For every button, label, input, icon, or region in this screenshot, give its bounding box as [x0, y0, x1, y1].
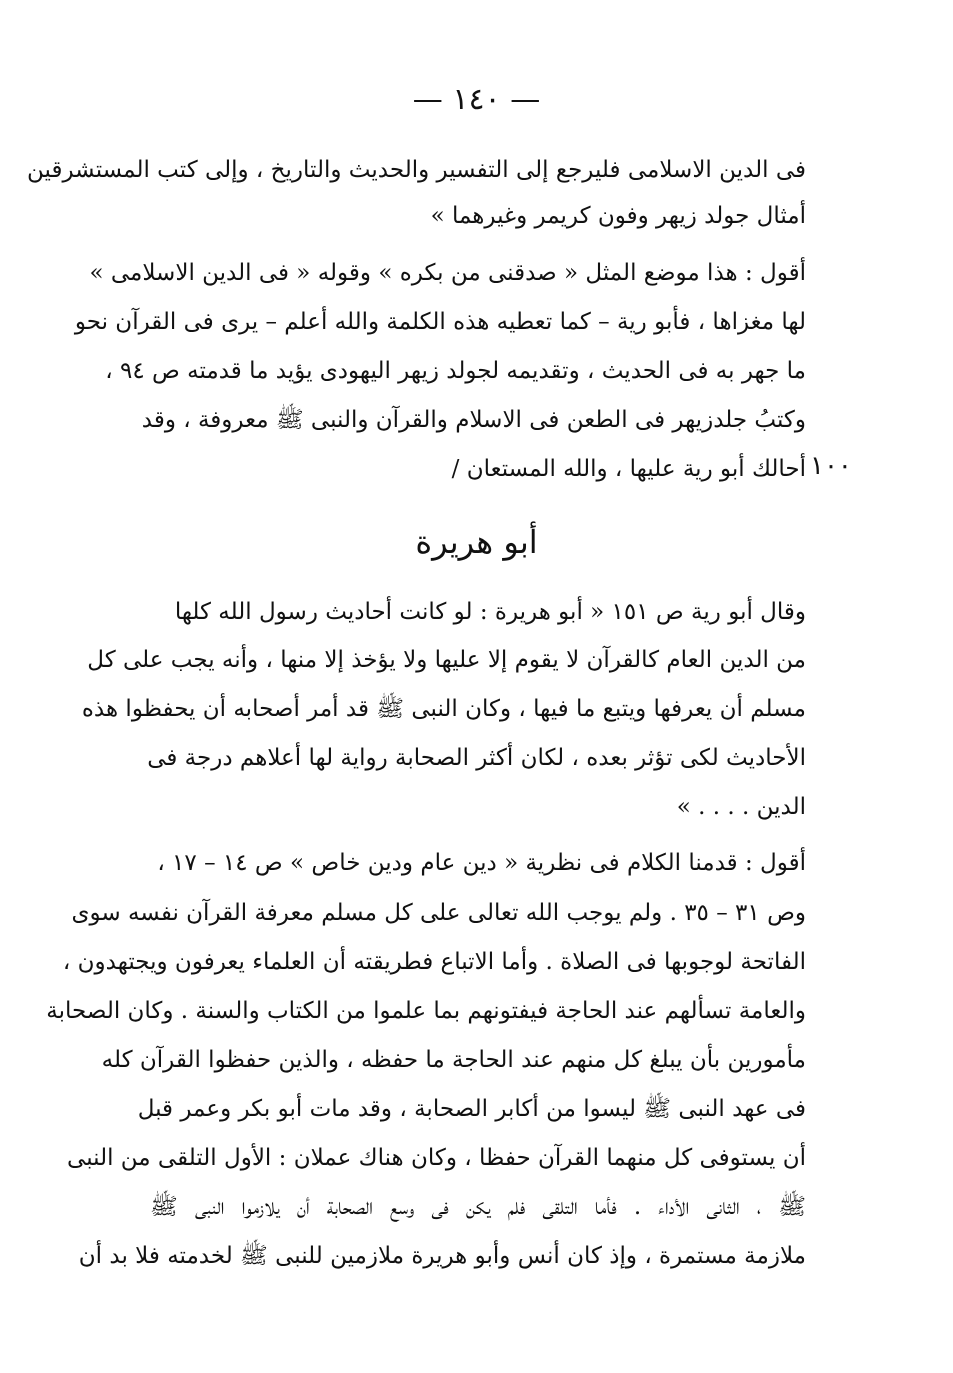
- text-line: ملازمة مستمرة ، وإذ كان أنس وأبو هريرة ملازمين للنبى ﷺ لخدمته فلا بد أن: [78, 1243, 806, 1269]
- text-line: الدين . . . . »: [676, 794, 806, 820]
- text-line: الأحاديث لكى تؤثر بعده ، لكان أكثر الصحابة رواية لها أعلاهم درجة فى: [147, 745, 806, 771]
- text-line: الفاتحة لوجوبها فى الصلاة . وأما الاتباع فطريقته أن العلماء يعرفون ويجتهدون ،: [62, 949, 806, 975]
- text-line: أقول : قدمنا الكلام فى نظرية « دين عام ودين خاص » ص ١٤ – ١٧ ،: [157, 850, 806, 876]
- text-line: أحالك أبو رية عليها ، والله المستعان /: [451, 456, 806, 482]
- text-line: لها مغزاها ، فأبو رية – كما تعطيه هذه الكلمة والله أعلم – يرى فى القرآن نحو: [74, 309, 806, 335]
- text-line: فى عهد النبى ﷺ ليسوا من أكابر الصحابة ، وقد مات أبو بكر وعمر قبل: [137, 1096, 806, 1122]
- text-line: مأمورين بأن يبلغ كل منهم عند الحاجة ما حفظه ، والذين حفظوا القرآن كله: [101, 1047, 806, 1073]
- text-line: وقال أبو رية ص ١٥١ « أبو هريرة : لو كانت أحاديث رسول الله كلها: [174, 599, 806, 625]
- text-line: ما جهر به فى الحديث ، وتقديمه لجولد زيهر اليهودى يؤيد ما قدمته ص ٩٤ ،: [105, 358, 806, 384]
- text-line: فى الدين الاسلامى فليرجع إلى التفسير والحديث والتاريخ ، وإلى كتب المستشرقين: [27, 157, 806, 183]
- text-line: أقول : هذا موضع المثل « صدقنى من بكره » وقوله « فى الدين الاسلامى »: [89, 260, 806, 286]
- margin-number: ١٠٠: [810, 451, 852, 481]
- text-line: أمثال جولد زيهر وفون كريمر وغيرهما »: [430, 203, 806, 229]
- text-line: وكتبُ جلدزيهر فى الطعن فى الاسلام والقرآن والنبى ﷺ معروفة ، وقد: [141, 407, 806, 433]
- section-heading: أبو هريرة: [415, 523, 538, 561]
- text-line: مسلم أن يعرفها ويتبع ما فيها ، وكان النبى ﷺ قد أمر أصحابه أن يحفظوا هذه: [81, 696, 806, 722]
- page-number: — ١٤٠ —: [412, 82, 541, 117]
- text-line: وص ٣١ – ٣٥ . ولم يوجب الله تعالى على كل مسلم معرفة القرآن نفسه سوى: [71, 900, 806, 926]
- text-line: أن يستوفى كل منهما القرآن حفظا ، وكان هناك عملان : الأول التلقى من النبى: [67, 1145, 806, 1171]
- text-line: ﷺ ، الثانى الأداء . فأما التلقى فلم يكن فى وسع الصحابة أن يلازموا النبى ﷺ: [150, 1194, 806, 1220]
- text-line: من الدين العام كالقرآن لا يقوم إلا عليها ولا يؤخذ إلا منها ، وأنه يجب على كل: [87, 647, 806, 673]
- text-line: والعامة تسألهم عند الحاجة فيفتونهم بما علموا من الكتاب والسنة . وكان الصحابة: [46, 998, 806, 1024]
